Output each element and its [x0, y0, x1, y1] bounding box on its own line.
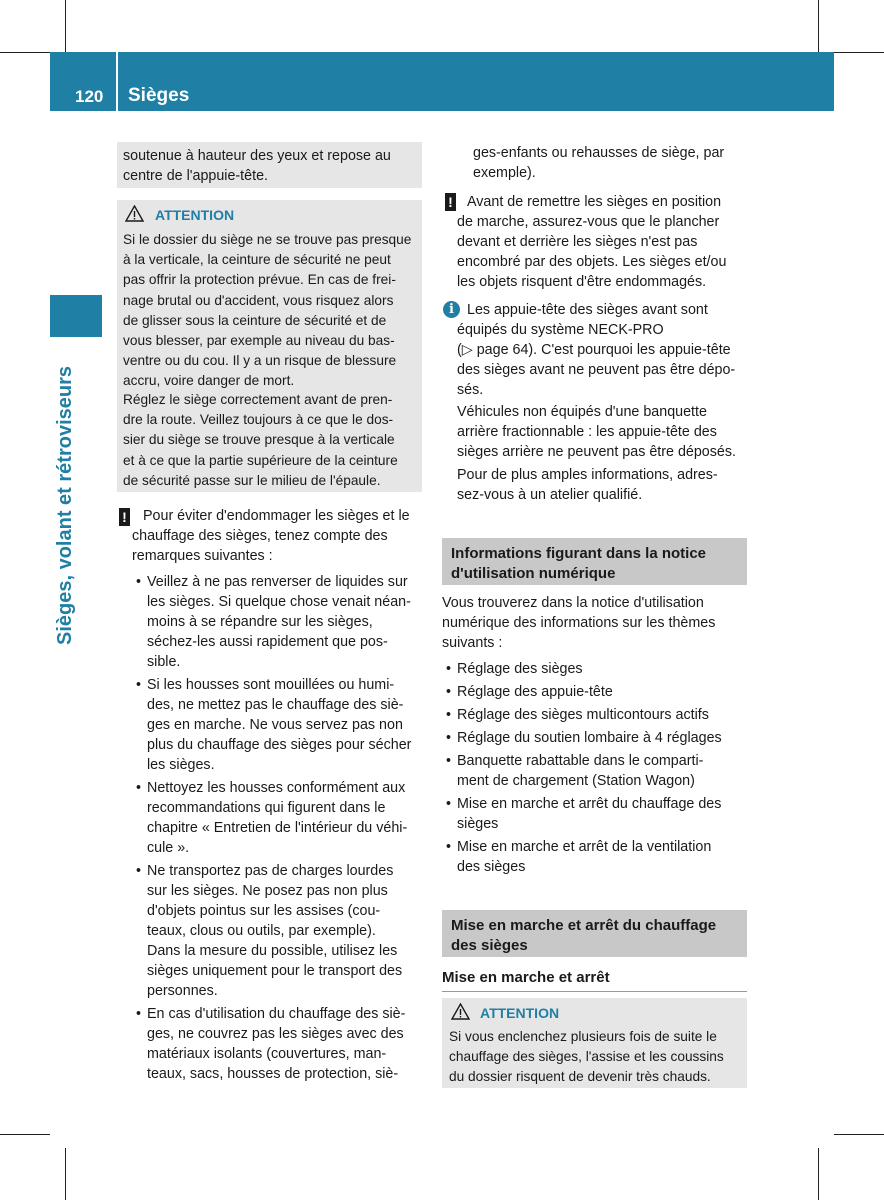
list-item: • Réglage du soutien lombaire à 4 réglages [446, 730, 722, 746]
notice-icon: ! [119, 508, 130, 526]
crop-mark [65, 0, 66, 52]
list-item: • Banquette rabattable dans le comparti- ment de chargement (Station Wagon) [446, 753, 704, 789]
list-item: • Mise en marche et arrêt de la ventilation des sièges [446, 839, 712, 875]
topic-list [446, 659, 751, 877]
crop-mark [834, 1134, 884, 1135]
page-number: 120 [75, 87, 104, 106]
crop-mark [0, 1134, 50, 1135]
crop-mark [0, 52, 50, 53]
warning-para-1: Si le dossier du siège ne se trouve pas presque à la verticale, la ceinture de sécurité ne peut pas offrir la protection prévue. En cas de frei- nage brutal ou d'accident, vous risquez alors de glisser sous la ceinture de sécurité et de vous blesser, par exemple au niveau du bas- ventre ou du cou. Il y a un risque de blessure accru, voire danger de mort. [123, 232, 412, 389]
bullet-list [136, 572, 426, 1084]
info-text-3: Pour de plus amples informations, adres- sez-vous à un atelier qualifié. [457, 467, 718, 503]
crop-mark [834, 52, 884, 53]
warning-title-2: ATTENTION [480, 1005, 560, 1021]
info-text: Les appuie-tête des sièges avant sont équipés du système NECK-PRO (▷ page 64). C'est pourquoi les appuie-tête des sièges avant ne peuvent pas être dépo- sés. [457, 302, 736, 398]
list-item: • Réglage des appuie-tête [446, 684, 613, 700]
section-heading: Informations figurant dans la notice d'utilisation numérique [442, 538, 747, 585]
warning-icon [451, 1003, 470, 1025]
side-chapter-label: Sièges, volant et rétroviseurs [54, 365, 76, 645]
list-item: • Réglage des sièges [446, 661, 583, 677]
list-item: • Réglage des sièges multicontours actifs [446, 707, 709, 723]
crop-mark [818, 0, 819, 52]
crop-mark [818, 1148, 819, 1200]
section-heading-2: Mise en marche et arrêt du chauffage des sièges [442, 910, 747, 957]
info-text-2: Véhicules non équipés d'une banquette arrière fractionnable : les appuie-tête des sièges arrière ne peuvent pas être déposés. [457, 404, 736, 460]
warning-title: ATTENTION [155, 207, 235, 223]
info-icon: i [443, 301, 460, 318]
list-item: • En cas d'utilisation du chauffage des siè- ges, ne couvrez pas les sièges avec des matériaux isolants (couvertures, man- teaux, sacs, housses de protection, siè- [136, 1006, 406, 1082]
list-item: • Mise en marche et arrêt du chauffage des sièges [446, 796, 722, 832]
intro-text: soutenue à hauteur des yeux et repose au centre de l'appuie-tête. [123, 148, 391, 184]
continued-text: ges-enfants ou rehausses de siège, par exemple). [473, 145, 725, 181]
section-intro: Vous trouverez dans la notice d'utilisation numérique des informations sur les thèmes suivants : [442, 595, 716, 651]
subsection-rule [442, 991, 747, 992]
warning-icon [125, 205, 144, 227]
notice-text: Pour éviter d'endommager les sièges et le chauffage des sièges, tenez compte des remarques suivantes : [132, 508, 410, 564]
warning-2-body: Si vous enclenchez plusieurs fois de suite le chauffage des sièges, l'assise et les coussins du dossier risquent de devenir très chauds. [449, 1029, 724, 1085]
page-title: Sièges [128, 85, 190, 106]
notice-2-text: Avant de remettre les sièges en position de marche, assurez-vous que le plancher devant et derrière les sièges n'est pas encombré par des objets. Les sièges et/ou les objets risquent d'être endommagés. [457, 194, 727, 290]
list-item: • Nettoyez les housses conformément aux recommandations qui figurent dans le chapitre « Entretien de l'intérieur du véhi- cule ». [136, 780, 408, 856]
crop-mark [65, 1148, 66, 1200]
list-item: • Ne transportez pas de charges lourdes sur les sièges. Ne posez pas non plus d'objets pointus sur les assises (cou- teaux, clous ou outils, par exemple). Dans la mesure du possible, utilisez les sièges uniquement pour le transport des personnes. [136, 863, 403, 999]
warning-para-2: Réglez le siège correctement avant de pren- dre la route. Veillez toujours à ce que le dos- sier du siège se trouve presque à la verticale et à ce que la partie supérieure de la ceinture de sécurité passe sur le milieu de l'épaule. [123, 392, 398, 488]
notice-icon: ! [445, 193, 456, 211]
header-divider [116, 52, 118, 111]
list-item: • Si les housses sont mouillées ou humi- des, ne mettez pas le chauffage des siè- ges en marche. Ne vous servez pas non plus du chauffage des sièges pour sécher les sièges. [136, 677, 412, 773]
subsection-heading: Mise en marche et arrêt [442, 969, 610, 986]
list-item: • Veillez à ne pas renverser de liquides sur les sièges. Si quelque chose venait néan- moins à se répandre sur les sièges, séchez-les aussi rapidement que pos- sible. [136, 574, 411, 670]
